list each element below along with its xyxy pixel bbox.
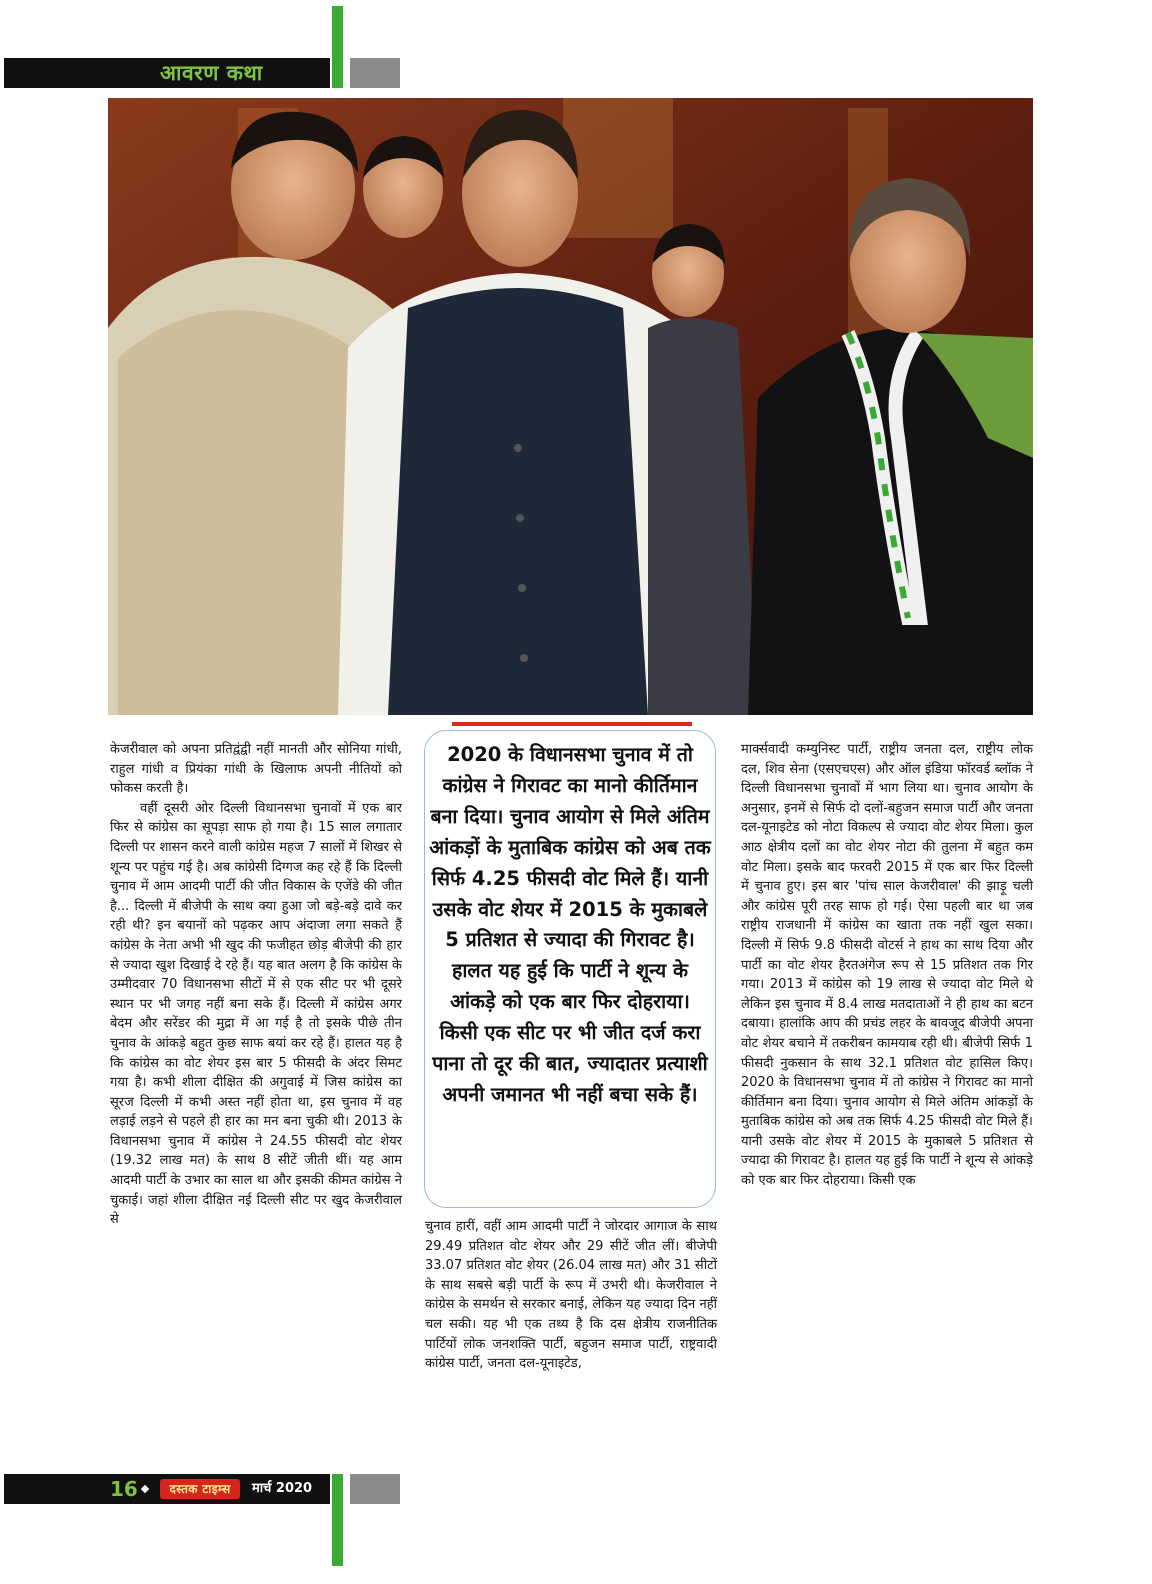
header-gray-block — [350, 58, 400, 88]
header-green-rule — [332, 6, 343, 88]
pull-quote: 2020 के विधानसभा चुनाव में तो कांग्रेस ने गिरावट का मानो कीर्तिमान बना दिया। चुनाव आयोग से मिले अंतिम आंकड़ों के मुताबिक कांग्रेस को अब तक सिर्फ 4.25 फीसदी वोट मिले हैं। यानी उसके वोट शेयर में 2015 के मुकाबले 5 प्रतिशत से ज्यादा की गिरावट है। हालत यह हुई कि पार्टी ने शून्य के आंकड़े को एक बार फिर दोहराया। किसी एक सीट पर भी जीत दर्ज करा पाना तो दूर की बात, ज्यादातर प्रत्याशी अपनी जमानत भी नहीं बचा सके हैं। — [429, 743, 711, 1106]
col3-paragraph-1: मार्क्सवादी कम्युनिस्ट पार्टी, राष्ट्रीय जनता दल, राष्ट्रीय लोक दल, शिव सेना (एसएचएस) और ऑल इंडिया फॉरवर्ड ब्लॉक ने दिल्ली विधानसभा चुनावों में भाग लिया था। चुनाव आयोग के अनुसार, इनमें से सिर्फ दो दलों-बहुजन समाज पार्टी और जनता दल-यूनाइटेड को नोटा विकल्प से ज्यादा वोट शेयर मिला। कुल आठ क्षेत्रीय दलों का वोट शेयर नोटा की तुलना में बहुत कम वोट मिला। इसके बाद फरवरी 2015 में एक बार फिर दिल्ली में चुनाव हुए। इस बार 'पांच साल केजरीवाल' की झाड़ू चली और कांग्रेस पूरी तरह साफ हो गई। ऐसा पहली बार था जब राष्ट्रीय राजधानी में कांग्रेस का खाता तक नहीं खुल सका। दिल्ली में सिर्फ 9.8 फीसदी वोटर्स ने हाथ का साथ दिया और पार्टी का वोट शेयर हैरतअंगेज रूप से 15 प्रतिशत तक गिर गया। 2013 में कांग्रेस को 19 लाख से ज्यादा वोट मिले थे लेकिन इस चुनाव में 8.4 लाख मतदाताओं ने ही हाथ का बटन दबाया। हालांकि आप की प्रचंड लहर के बावजूद बीजेपी अपना वोट शेयर बचाने में तकरीबन कामयाब रही थी। बीजेपी सिर्फ 1 फीसदी नुकसान के साथ 32.1 प्रतिशत वोट हासिल किए। 2020 के विधानसभा चुनाव में तो कांग्रेस ने गिरावट का मानो कीर्तिमान बना दिया। चुनाव आयोग से मिले अंतिम आंकड़ों के मुताबिक कांग्रेस को अब तक सिर्फ 4.25 फीसदी वोट मिले हैं। यानी उसके वोट शेयर में 2015 के मुकाबले 5 प्रतिशत से ज्यादा की गिरावट है। हालत यह हुई कि पार्टी ने शून्य से आंकड़े को एक बार फिर दोहराया। किसी एक — [741, 742, 1033, 1189]
group-photo-icon — [108, 98, 1033, 715]
article-column-3 — [741, 740, 1033, 1191]
article-column-1 — [110, 740, 402, 1230]
article-column-2 — [425, 1217, 717, 1374]
col1-paragraph-2: वहीं दूसरी ओर दिल्ली विधानसभा चुनावों में एक बार फिर से कांग्रेस का सूपड़ा साफ हो गया है। 15 साल लगातार दिल्ली पर शासन करने वाली कांग्रेस महज 7 सालों में शिखर से शून्य पर पहुंच गई है। अब कांग्रेसी दिग्गज कह रहे हैं कि दिल्ली चुनाव में आम आदमी पार्टी की जीत विकास के एजेंडे की जीत है... दिल्ली में बीजेपी के साथ क्या हुआ जो बड़े-बड़े दावे कर रही थी? इन बयानों को पढ़कर आप अंदाजा लगा सकते हैं कांग्रेस के नेता अभी भी खुद की फजीहत छोड़ बीजेपी की हार से ज्यादा खुश दिखाई दे रहे हैं। यह बात अलग है कि कांग्रेस के उम्मीदवार 70 विधानसभा सीटों में से एक सीट पर भी दूसरे स्थान पर भी जगह नहीं बना सके हैं। दिल्ली में कांग्रेस अगर बेदम और सरेंडर की मुद्रा में आ गई है तो इसके पीछे तीन चुनाव के आंकड़े बहुत कुछ साफ बयां कर रहे हैं। हालत यह है कि कांग्रेस का वोट शेयर इस बार 5 फीसदी के अंदर सिमट गया है। कभी शीला दीक्षित की अगुवाई में जिस कांग्रेस का सूरज दिल्ली में कभी अस्त नहीं होता था, इस चुनाव में वह लड़ाई लड़ने से पहले ही हार का मन बना चुकी थी। 2013 के विधानसभा चुनाव में कांग्रेस ने 24.55 फीसदी वोट शेयर (19.32 लाख मत) के साथ 8 सीटें जीती थीं। यह आम आदमी पार्टी के उभार का साल था और इसकी कीमत कांग्रेस ने चुकाई। जहां शीला दीक्षित नई दिल्ली सीट पर खुद केजरीवाल से — [110, 800, 402, 1228]
page-number: 16 — [110, 1477, 138, 1501]
pull-quote-rule — [452, 722, 692, 726]
footer-green-rule — [332, 1474, 343, 1566]
footer-gray-block — [350, 1474, 400, 1504]
col2-paragraph-1: चुनाव हारीं, वहीं आम आदमी पार्टी ने जोरदार आगाज के साथ 29.49 प्रतिशत वोट शेयर और 29 सीटें जीत लीं। बीजेपी 33.07 प्रतिशत वोट शेयर (26.04 लाख मत) और 31 सीटों के साथ सबसे बड़ी पार्टी के रूप में उभरी थी। केजरीवाल ने कांग्रेस के समर्थन से सरकार बनाई, लेकिन यह ज्यादा दिन नहीं चल सकी। यह भी एक तथ्य है कि दस क्षेत्रीय राजनीतिक पार्टियों लोक जनशक्ति पार्टी, बहुजन समाज पार्टी, राष्ट्रवादी कांग्रेस पार्टी, जनता दल-यूनाइटेड, — [425, 1219, 717, 1372]
magazine-logo — [160, 1479, 240, 1499]
group-photo — [108, 98, 1033, 715]
issue-month: मार्च 2020 — [252, 1481, 313, 1496]
section-title: आवरण कथा — [160, 61, 263, 85]
col1-paragraph-1: केजरीवाल को अपना प्रतिद्वंद्वी नहीं मानती और सोनिया गांधी, राहुल गांधी व प्रियंका गांधी के खिलाफ अपनी नीतियों को फोकस करती है। — [110, 742, 402, 797]
magazine-logo-text: दस्तक टाइम्स — [169, 1482, 231, 1496]
